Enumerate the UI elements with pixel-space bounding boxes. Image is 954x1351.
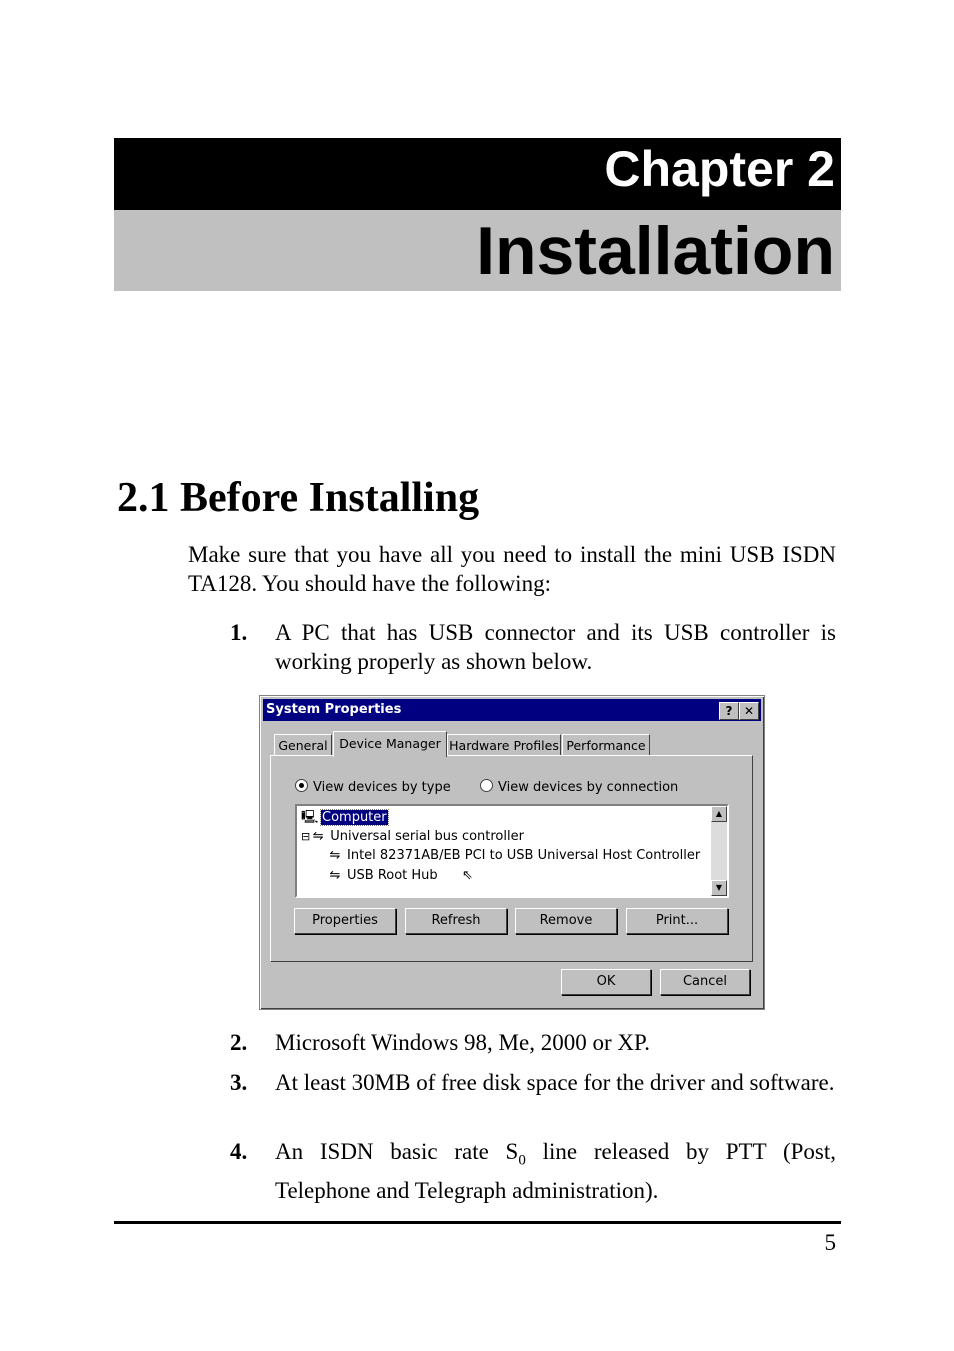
requirement-number: 1. — [230, 620, 248, 645]
remove-button[interactable]: Remove — [515, 908, 617, 934]
help-button[interactable]: ? — [719, 702, 739, 720]
tree-label: Universal serial bus controller — [330, 829, 524, 844]
chapter-title-bar — [114, 210, 841, 291]
requirement-text-part: line released by PTT (Post, Telephone and Telegraph administration). — [275, 1139, 837, 1203]
ok-button[interactable]: OK — [561, 969, 651, 995]
subscript: 0 — [518, 1152, 526, 1169]
tab-general[interactable]: General — [274, 734, 332, 756]
scroll-up-icon[interactable]: ▲ — [711, 806, 727, 822]
close-button[interactable]: ✕ — [739, 702, 759, 720]
requirement-text: At least 30MB of free disk space for the driver and software. — [275, 1070, 835, 1095]
dialog-titlebar — [263, 699, 761, 721]
scroll-down-icon[interactable]: ▼ — [711, 880, 727, 896]
computer-icon: 🖳 — [301, 810, 319, 825]
requirement-text — [275, 1137, 836, 1205]
device-tree[interactable] — [295, 804, 729, 898]
requirement-number: 4. — [230, 1139, 248, 1164]
tab-device-manager[interactable]: Device Manager — [333, 731, 447, 757]
radio-selected-icon — [295, 779, 308, 792]
requirement-text: A PC that has USB connector and its USB controller is working properly as shown below. — [275, 620, 836, 674]
dialog-title: System Properties — [266, 702, 402, 717]
tree-item-host-controller[interactable] — [327, 848, 700, 863]
requirement-text: Microsoft Windows 98, Me, 2000 or XP. — [275, 1030, 650, 1055]
chapter-title: Installation — [476, 213, 835, 289]
tab-hardware-profiles[interactable]: Hardware Profiles — [447, 734, 561, 756]
device-manager-panel — [270, 755, 753, 962]
tree-item-computer[interactable] — [301, 808, 388, 830]
tree-label: Intel 82371AB/EB PCI to USB Universal Host Controller — [347, 848, 701, 863]
intro-paragraph: Make sure that you have all you need to install the mini USB ISDN TA128. You should have the following: — [188, 542, 836, 596]
page-number: 5 — [824, 1230, 836, 1255]
radio-connection-label: View devices by connection — [498, 780, 679, 795]
properties-button[interactable]: Properties — [294, 908, 396, 934]
tree-label: Computer — [322, 810, 387, 825]
radio-view-by-type[interactable] — [295, 779, 451, 795]
cancel-button[interactable]: Cancel — [660, 969, 750, 995]
requirement-text-part: An ISDN basic rate S — [275, 1139, 519, 1164]
radio-view-by-connection[interactable] — [480, 779, 678, 795]
tab-performance[interactable]: Performance — [562, 734, 650, 756]
section-heading: 2.1 Before Installing — [117, 475, 480, 521]
tree-item-usb-controller[interactable] — [301, 829, 524, 844]
chapter-banner — [114, 138, 841, 210]
collapse-icon: ⊟ — [301, 830, 311, 843]
tree-label: USB Root Hub — [347, 868, 438, 883]
footer-rule — [114, 1221, 841, 1224]
usb-icon: ⇋ — [329, 848, 341, 863]
print-button[interactable]: Print... — [626, 908, 728, 934]
radio-type-label: View devices by type — [313, 780, 451, 795]
usb-icon: ⇋ — [312, 829, 324, 844]
requirement-number: 2. — [230, 1030, 248, 1055]
radio-unselected-icon — [480, 779, 493, 792]
mouse-cursor-icon: ⇖ — [461, 868, 473, 883]
tree-scrollbar[interactable] — [711, 806, 727, 896]
system-properties-dialog — [259, 695, 765, 1010]
requirement-number: 3. — [230, 1070, 248, 1095]
chapter-label: Chapter 2 — [604, 141, 835, 197]
tree-item-root-hub[interactable] — [327, 868, 473, 883]
refresh-button[interactable]: Refresh — [405, 908, 507, 934]
usb-icon: ⇋ — [329, 868, 341, 883]
